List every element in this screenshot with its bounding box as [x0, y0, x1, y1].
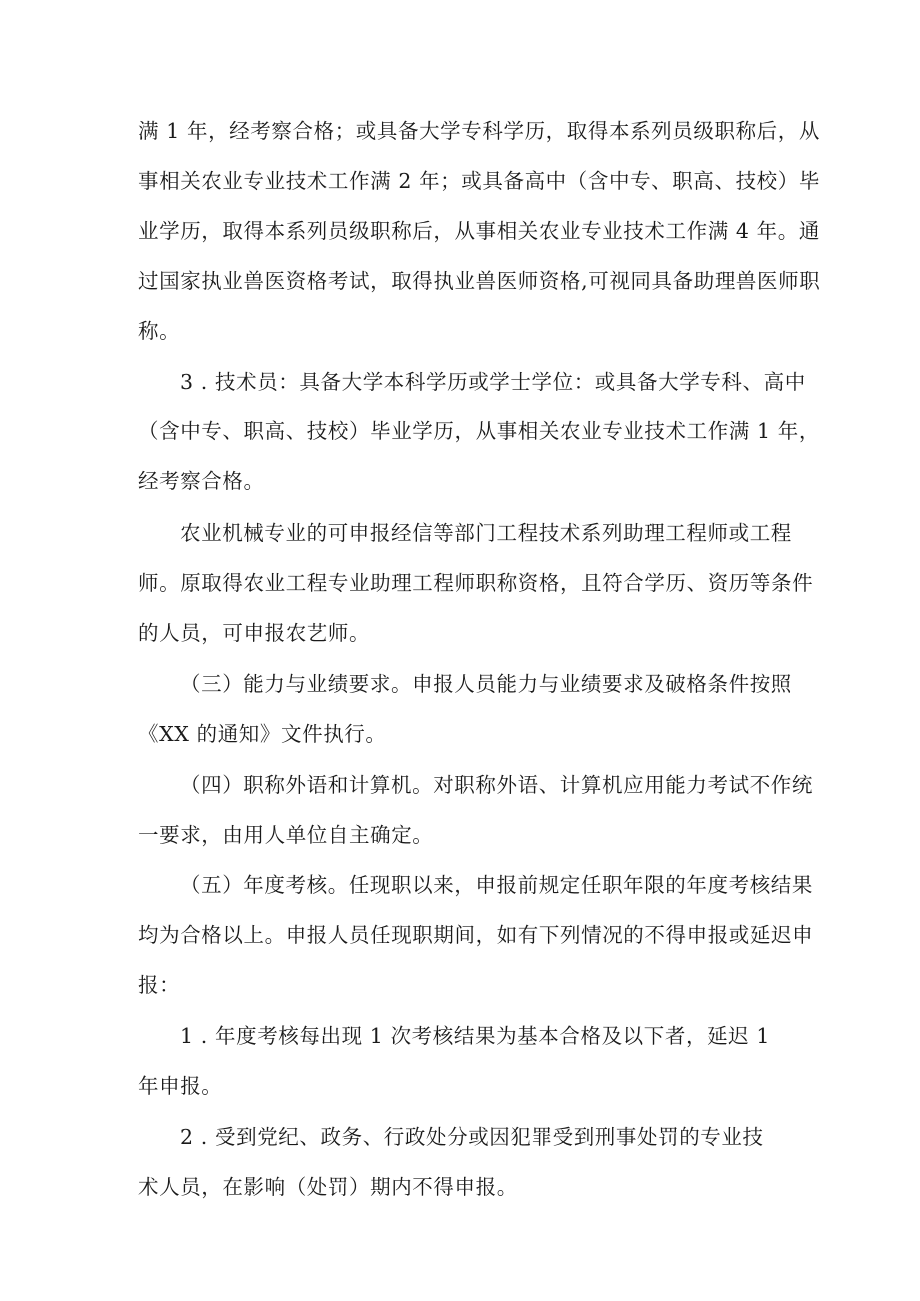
- text-line: 《XX 的通知》文件执行。: [138, 722, 387, 746]
- text-line: （三）能力与业绩要求。申报人员能力与业绩要求及破格条件按照: [180, 672, 792, 696]
- text-line: （四）职称外语和计算机。对职称外语、计算机应用能力考试不作统: [180, 773, 813, 797]
- text-line: 事相关农业专业技术工作满 2 年；或具备高中（含中专、职高、技校）毕: [138, 169, 820, 193]
- text-line: 经考察合格。: [138, 469, 265, 493]
- text-line: 年申报。: [138, 1074, 223, 1098]
- text-line: 一要求，由用人单位自主确定。: [138, 823, 434, 847]
- text-line: 农业机械专业的可申报经信等部门工程技术系列助理工程师或工程: [180, 521, 792, 545]
- text-line: 1 . 年度考核每出现 1 次考核结果为基本合格及以下者，延迟 1: [180, 1024, 771, 1048]
- text-line: 术人员，在影响（处罚）期内不得申报。: [138, 1175, 518, 1199]
- text-line: 满 1 年，经考察合格；或具备大学专科学历，取得本系列员级职称后，从: [138, 119, 820, 143]
- text-line: 过国家执业兽医资格考试，取得执业兽医师资格,可视同具备助理兽医师职: [138, 269, 821, 293]
- text-line: 师。原取得农业工程专业助理工程师职称资格，且符合学历、资历等条件: [138, 571, 814, 595]
- text-line: （五）年度考核。任现职以来，申报前规定任职年限的年度考核结果: [180, 873, 813, 897]
- text-line: 称。: [138, 319, 181, 343]
- text-line: 的人员，可申报农艺师。: [138, 621, 371, 645]
- text-line: 3 . 技术员：具备大学本科学历或学士学位：或具备大学专科、高中: [180, 370, 806, 394]
- text-line: 2 . 受到党纪、政务、行政处分或因犯罪受到刑事处罚的专业技: [180, 1125, 764, 1149]
- text-line: （含中专、职高、技校）毕业学历，从事相关农业专业技术工作满 1 年，: [138, 419, 820, 443]
- text-line: 业学历，取得本系列员级职称后，从事相关农业专业技术工作满 4 年。通: [138, 219, 820, 243]
- text-line: 报：: [138, 973, 181, 997]
- text-line: 均为合格以上。申报人员任现职期间，如有下列情况的不得申报或延迟申: [138, 923, 814, 947]
